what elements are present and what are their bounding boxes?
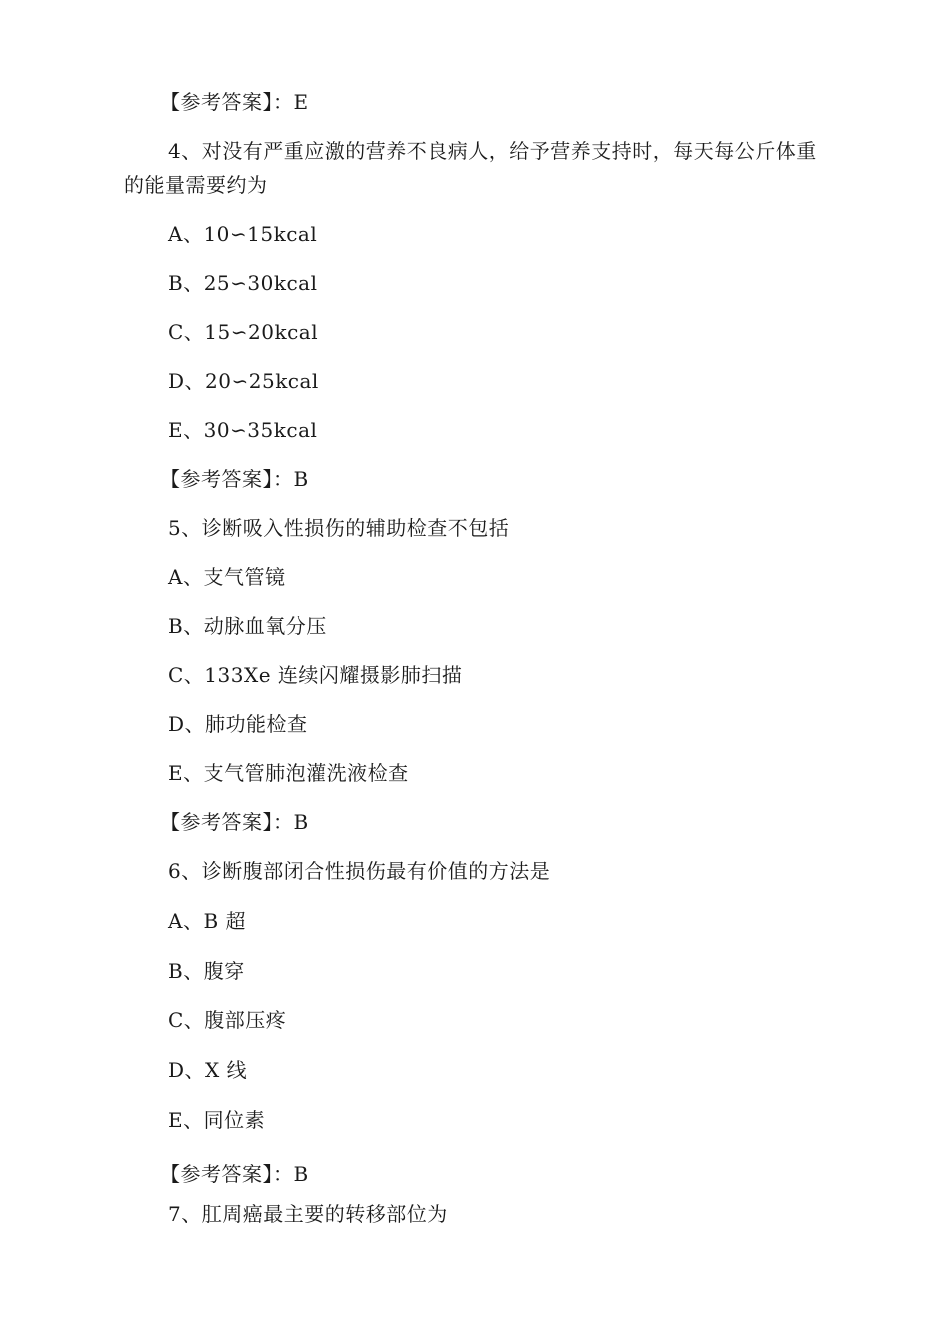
option-d: D、20∽25kcal (168, 369, 319, 393)
option-a: A、10∽15kcal (168, 222, 318, 246)
answer-line: 【参考答案】：E (160, 90, 309, 114)
answer-line: 【参考答案】：B (160, 1162, 309, 1186)
question-5: 5、诊断吸入性损伤的辅助检查不包括 (168, 516, 510, 540)
option-e: E、同位素 (168, 1108, 266, 1132)
question-4-line-1: 4、对没有严重应激的营养不良病人，给予营养支持时，每天每公斤体重 (168, 139, 817, 163)
option-b: B、动脉血氧分压 (168, 614, 327, 638)
option-c: C、腹部压疼 (168, 1008, 287, 1032)
option-d: D、肺功能检查 (168, 712, 308, 736)
option-e: E、支气管肺泡灌洗液检查 (168, 761, 409, 785)
option-a: A、B 超 (168, 909, 246, 933)
option-b: B、25∽30kcal (168, 271, 318, 295)
option-c: C、15∽20kcal (168, 320, 319, 344)
question-4-line-2: 的能量需要约为 (124, 173, 268, 197)
answer-line: 【参考答案】：B (160, 810, 309, 834)
option-a: A、支气管镜 (168, 565, 286, 589)
option-d: D、X 线 (168, 1058, 248, 1082)
option-e: E、30∽35kcal (168, 418, 318, 442)
option-b: B、腹穿 (168, 959, 245, 983)
question-7: 7、肛周癌最主要的转移部位为 (168, 1202, 448, 1226)
option-c: C、133Xe 连续闪耀摄影肺扫描 (168, 663, 463, 687)
answer-line: 【参考答案】：B (160, 467, 309, 491)
question-6: 6、诊断腹部闭合性损伤最有价值的方法是 (168, 859, 551, 883)
